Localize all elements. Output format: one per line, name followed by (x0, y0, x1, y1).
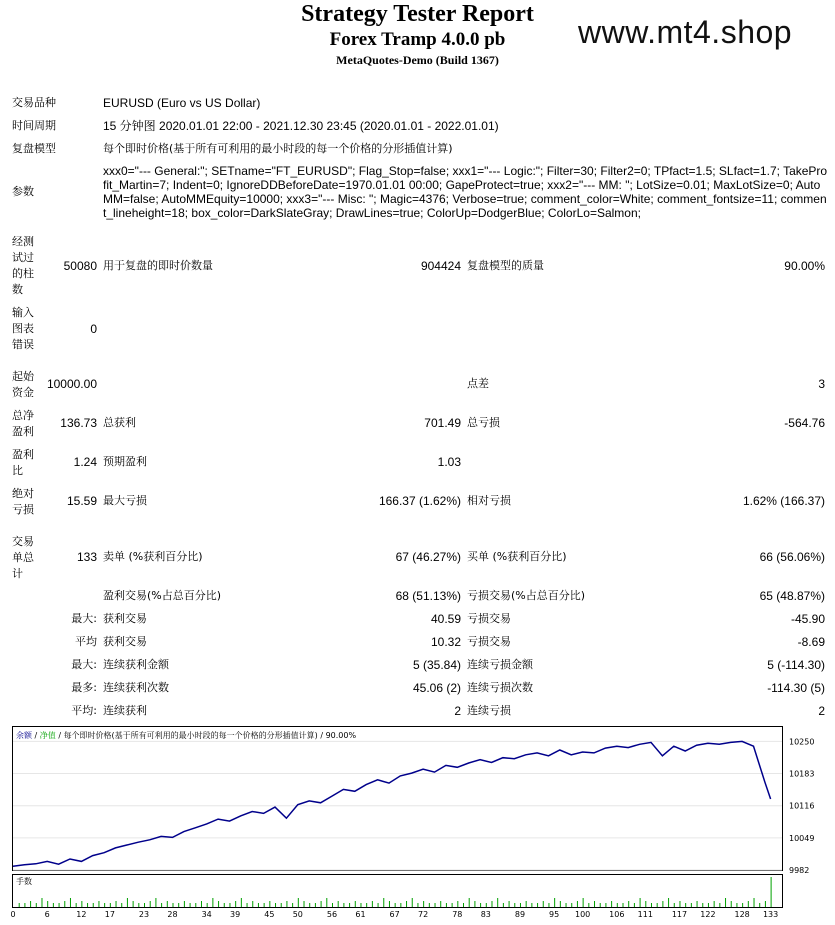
volume-bar (400, 903, 401, 907)
y-tick-label: 10183 (789, 769, 815, 779)
volume-bar (309, 903, 310, 907)
volume-bar (725, 898, 726, 907)
volume-bar (674, 903, 675, 907)
volume-bar (588, 903, 589, 907)
netprofit-value: 136.73 (60, 416, 97, 430)
max-consec-profit-label: 连续获利次数 (103, 681, 169, 694)
x-tick-label: 128 (734, 910, 750, 919)
x-tick-label: 0 (10, 910, 16, 919)
volume-bar (53, 903, 54, 907)
volume-bar (127, 898, 128, 907)
volume-bar (520, 903, 521, 907)
volume-bar (566, 903, 567, 907)
volume-bar (605, 903, 606, 907)
y-tick-label: 9982 (789, 866, 810, 875)
volume-bar (514, 903, 515, 907)
volume-bar (389, 901, 390, 907)
volume-bar (366, 903, 367, 907)
absdd-value: 15.59 (66, 494, 97, 508)
avg-consec-wins-value: 2 (454, 704, 461, 718)
volume-bar (321, 901, 322, 907)
bars-value: 50080 (63, 259, 97, 273)
volume-bar (486, 903, 487, 907)
volume-bar (224, 903, 225, 907)
volume-bar (406, 901, 407, 907)
volume-bar (571, 903, 572, 907)
volume-bar (332, 903, 333, 907)
x-tick-label: 50 (292, 910, 303, 919)
volume-bar (446, 903, 447, 907)
x-tick-label: 28 (167, 910, 178, 919)
params-value: xxx0="--- General:"; SETname="FT_EURUSD"; Flag_Stop=false; xxx1="--- Logic:"; Filter=30; Filter2=0; TPfact=1.5; SLfact=1.7; TakeProfit_Martin=7; Indent=0; IgnoreDDBeforeDate=1970.01.01 00:00; GapeProtect=true; xxx2="--- MM: "; LotSize=0.01; MaxLotSize=0; AutoMM=false; AutoMMEquity=10000; xxx3="--- Misc: "; Magic=4376; Verbose=true; comment_color=White; comment_fontsize=11; comment_lineheight=18; box_color=DarkSlateGray; DrawLines=true; ColorUp=DodgerBlue; ColorLo=Salmon; (103, 164, 828, 220)
max-consec-profit-value: 45.06 (2) (412, 681, 461, 695)
volume-bar (662, 901, 663, 907)
grossloss-label: 总亏损 (467, 416, 500, 429)
avg-consec-losses-value: 2 (818, 704, 825, 718)
volume-bar (144, 903, 145, 907)
volume-bar (691, 903, 692, 907)
max2-prefix: 最大: (71, 658, 97, 671)
volume-bar (252, 901, 253, 907)
max-consec-losses-value: 5 (-114.30) (767, 658, 825, 672)
y-tick-label: 10049 (789, 833, 815, 843)
volume-bar (104, 903, 105, 907)
volume-bar (378, 903, 379, 907)
avg-loss-label: 亏损交易 (467, 635, 511, 648)
x-tick-label: 39 (230, 910, 241, 919)
volume-bar (121, 903, 122, 907)
volume-bar (133, 901, 134, 907)
volume-bar (440, 901, 441, 907)
largest-loss-value: -45.90 (790, 612, 825, 626)
volume-bar (503, 903, 504, 907)
y-tick-label: 10250 (789, 737, 815, 747)
volume-bar (269, 901, 270, 907)
volume-bar (93, 903, 94, 907)
volume-bar (184, 901, 185, 907)
avg-prefix: 平均 (75, 635, 97, 648)
profit-trades-value: 68 (51.13%) (395, 589, 461, 603)
y-axis (789, 737, 814, 875)
trades-label: 交易单总计 (12, 535, 34, 580)
loss-trades-label: 亏损交易(%占总百分比) (467, 589, 586, 602)
volume-bar (628, 901, 629, 907)
volume-bar (560, 901, 561, 907)
pf-label: 盈利比 (12, 448, 34, 477)
ticks-label: 用于复盘的即时价数量 (103, 259, 213, 272)
volume-bar (264, 903, 265, 907)
volume-bar (190, 903, 191, 907)
x-tick-label: 72 (418, 910, 429, 919)
volume-bar (150, 901, 151, 907)
legend-balance: 余额 (16, 731, 32, 740)
avg2-prefix: 平均: (71, 704, 97, 717)
max-consec-losses-label: 连续亏损金额 (467, 658, 533, 671)
reldd-value: 1.62% (166.37) (742, 494, 825, 508)
x-tick-label: 12 (76, 910, 87, 919)
volume-bar (81, 901, 82, 907)
maxdd-value: 166.37 (1.62%) (378, 494, 461, 508)
volume-bar (286, 901, 287, 907)
model-value: 每个即时价格(基于所有可利用的最小时段的每一个价格的分形插值计算) (103, 142, 453, 155)
volume-bar (611, 901, 612, 907)
volume-bar (759, 903, 760, 907)
long-label: 买单 (%获利百分比) (467, 550, 567, 563)
volume-bar (116, 901, 117, 907)
volume-bar (207, 903, 208, 907)
x-tick-label: 56 (326, 910, 338, 919)
legend-equity: 净值 (39, 731, 56, 740)
max-consec-loss-label: 连续亏损次数 (467, 681, 533, 694)
expert-name: Forex Tramp 4.0.0 pb (329, 29, 506, 50)
volume-bar (452, 903, 453, 907)
spread-label: 点差 (467, 377, 489, 390)
volume-bar (417, 903, 418, 907)
volume-bar (395, 903, 396, 907)
spread-value: 3 (818, 377, 825, 391)
x-tick-label: 34 (201, 910, 212, 919)
volume-bar (195, 903, 196, 907)
short-value: 67 (46.27%) (395, 550, 461, 564)
volume-bar (30, 901, 31, 907)
volume-bar (19, 903, 20, 907)
netprofit-label: 总净盈利 (12, 409, 34, 438)
volume-bar (429, 903, 430, 907)
x-tick-label: 6 (44, 910, 50, 919)
volume-bar (594, 901, 595, 907)
profit-trades-label: 盈利交易(%占总百分比) (103, 589, 222, 602)
volume-bar (292, 903, 293, 907)
volume-bar (98, 901, 99, 907)
avg-profit-label: 获利交易 (103, 635, 147, 648)
largest-profit-value: 40.59 (430, 612, 461, 626)
volume-bar (275, 903, 276, 907)
volume-bar (258, 903, 259, 907)
volume-bar (509, 901, 510, 907)
volume-bar (338, 901, 339, 907)
volume-bar (372, 901, 373, 907)
server-build: MetaQuotes-Demo (Build 1367) (336, 53, 499, 67)
volume-bar (474, 901, 475, 907)
volume-bar (59, 903, 60, 907)
period-label: 时间周期 (12, 119, 56, 132)
volume-bar (64, 901, 65, 907)
volume-bar (360, 903, 361, 907)
x-tick-label: 89 (514, 910, 526, 919)
volume-bar (679, 901, 680, 907)
short-label: 卖单 (%获利百分比) (103, 550, 203, 563)
volume-bar (463, 903, 464, 907)
max-consec-wins-value: 5 (35.84) (412, 658, 461, 672)
ticks-value: 904424 (420, 259, 461, 273)
avg-consec-losses-label: 连续亏损 (467, 704, 511, 717)
volume-bar (241, 898, 242, 907)
volume-bar (497, 898, 498, 907)
volume-bar (617, 903, 618, 907)
expected-value: 1.03 (437, 455, 461, 469)
watermark: www.mt4.shop (578, 14, 793, 50)
volume-bar (412, 898, 413, 907)
x-tick-label: 133 (762, 910, 779, 919)
volume-bar (731, 901, 732, 907)
x-tick-label: 45 (264, 910, 275, 919)
deposit-label: 起始资金 (12, 370, 34, 399)
volume-bar (719, 903, 720, 907)
expected-label: 预期盈利 (103, 455, 147, 468)
volume-bar (155, 898, 156, 907)
x-tick-label: 95 (549, 910, 560, 919)
volume-bar (229, 903, 230, 907)
volume-bar (423, 901, 424, 907)
volume-bar (70, 898, 71, 907)
volume-bar (708, 903, 709, 907)
max-consec-loss-value: -114.30 (5) (767, 681, 825, 695)
volume-bar (76, 903, 77, 907)
volume-bar (326, 898, 327, 907)
volume-bar (754, 898, 755, 907)
bars-label: 经测试过的柱数 (12, 235, 34, 296)
most-prefix: 最多: (71, 681, 97, 694)
quality-label: 复盘模型的质量 (467, 259, 544, 272)
chart-legend: 余额 / 净值 / 每个即时价格(基于所有可利用的最小时段的每一个价格的分形插值计算) / 90.00% (16, 731, 357, 740)
volume-bar (645, 901, 646, 907)
volume-bar (138, 903, 139, 907)
reldd-label: 相对亏损 (467, 494, 511, 507)
volume-frame (13, 875, 783, 908)
volume-bar (554, 898, 555, 907)
volume-bar (480, 903, 481, 907)
chart-frame (13, 727, 783, 871)
quality-value: 90.00% (784, 259, 825, 273)
volume-bar (531, 903, 532, 907)
grossloss-value: -564.76 (784, 416, 825, 430)
volume-bar (537, 903, 538, 907)
balance-chart (12, 726, 827, 918)
volume-bar (218, 901, 219, 907)
volume-bar (583, 898, 584, 907)
grossprofit-value: 701.49 (424, 416, 461, 430)
long-value: 66 (56.06%) (759, 550, 825, 564)
volume-bar (212, 898, 213, 907)
volume-bar (343, 903, 344, 907)
volume-bar (87, 903, 88, 907)
volume-bar (315, 903, 316, 907)
volume-bar (201, 901, 202, 907)
period-value: 15 分钟图 2020.01.01 22:00 - 2021.12.30 23:45 (2020.01.01 - 2022.01.01) (103, 119, 499, 133)
largest-profit-label: 获利交易 (103, 612, 147, 625)
errors-value: 0 (90, 322, 97, 336)
volume-bar (577, 901, 578, 907)
max-consec-wins-label: 连续获利金额 (103, 658, 169, 671)
volume-bar (526, 901, 527, 907)
volume-bar (161, 903, 162, 907)
volume-bar (668, 898, 669, 907)
volume-bar (543, 901, 544, 907)
x-tick-label: 122 (700, 910, 716, 919)
legend-rest: 每个即时价格(基于所有可利用的最小时段的每一个价格的分形插值计算) / 90.00% (63, 731, 357, 740)
avg-consec-wins-label: 连续获利 (103, 704, 147, 717)
volume-bar (47, 901, 48, 907)
symbol-value: EURUSD (Euro vs US Dollar) (103, 96, 261, 110)
maxdd-label: 最大亏损 (103, 494, 147, 507)
volume-bar (457, 901, 458, 907)
avg-profit-value: 10.32 (430, 635, 461, 649)
pf-value: 1.24 (73, 455, 97, 469)
volume-bar (771, 877, 772, 907)
volume-bar (172, 903, 173, 907)
x-tick-label: 117 (671, 910, 688, 919)
volume-bar (281, 903, 282, 907)
volume-bar (469, 898, 470, 907)
volume-bar (41, 898, 42, 907)
avg-loss-value: -8.69 (797, 635, 825, 649)
volume-bar (247, 903, 248, 907)
volume-bar (110, 903, 111, 907)
volume-bar (235, 901, 236, 907)
errors-label: 输入图表错误 (12, 306, 34, 351)
volume-bar (355, 901, 356, 907)
x-tick-label: 61 (355, 910, 366, 919)
volume-bar (548, 903, 549, 907)
volume-bar (748, 901, 749, 907)
volume-bar (742, 903, 743, 907)
x-tick-label: 83 (480, 910, 491, 919)
model-label: 复盘模型 (12, 142, 56, 155)
grossprofit-label: 总获利 (103, 416, 136, 429)
volume-bar (623, 903, 624, 907)
volume-bar (702, 903, 703, 907)
x-tick-label: 67 (389, 910, 400, 919)
volume-bar (24, 903, 25, 907)
volume-bar (600, 903, 601, 907)
symbol-label: 交易品种 (12, 96, 56, 109)
volume-bar (651, 903, 652, 907)
volume-label: 手数 (16, 877, 32, 886)
x-tick-label: 100 (574, 910, 591, 919)
largest-loss-label: 亏损交易 (467, 612, 511, 625)
x-tick-label: 17 (104, 910, 115, 919)
x-axis (10, 910, 778, 919)
deposit-value: 10000.00 (46, 377, 97, 391)
loss-trades-value: 65 (48.87%) (759, 589, 825, 603)
report-title: Strategy Tester Report (301, 1, 534, 27)
volume-bar (736, 903, 737, 907)
volume-bar (685, 903, 686, 907)
volume-bar (349, 903, 350, 907)
volume-bar (634, 903, 635, 907)
volume-bar (714, 901, 715, 907)
volume-bar (178, 903, 179, 907)
volume-bar (640, 898, 641, 907)
volume-bar (657, 903, 658, 907)
x-tick-label: 23 (138, 910, 150, 919)
volume-bar (304, 901, 305, 907)
volume-bar (435, 903, 436, 907)
volume-bar (383, 898, 384, 907)
volume-bar (697, 901, 698, 907)
trades-value: 133 (76, 550, 97, 564)
params-label: 参数 (12, 185, 34, 198)
x-tick-label: 111 (637, 910, 653, 919)
volume-bar (167, 901, 168, 907)
volume-bar (36, 903, 37, 907)
volume-bar (491, 901, 492, 907)
max-prefix: 最大: (71, 612, 97, 625)
y-tick-label: 10116 (789, 801, 815, 811)
x-tick-label: 78 (452, 910, 463, 919)
volume-bar (765, 901, 766, 907)
x-tick-label: 106 (609, 910, 625, 919)
volume-bar (298, 898, 299, 907)
absdd-label: 绝对亏损 (12, 487, 34, 516)
